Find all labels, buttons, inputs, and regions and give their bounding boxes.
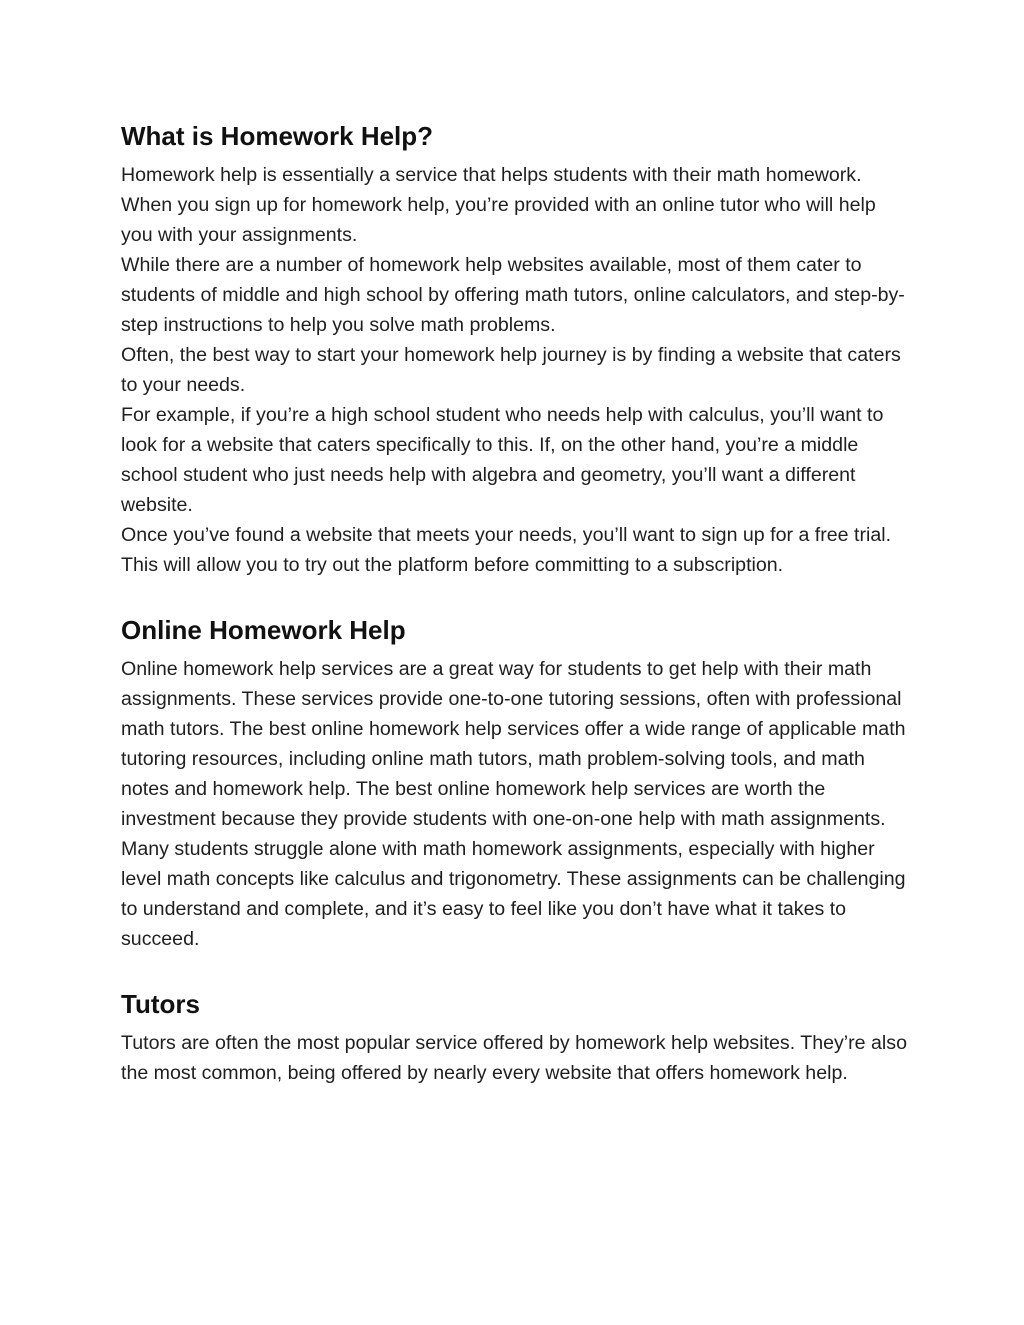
paragraph: Tutors are often the most popular service offered by homework help websites. They’re also the most common, being offered by nearly every website that offers homework help. xyxy=(121,1032,907,1084)
section-heading: What is Homework Help? xyxy=(121,121,434,151)
section-heading: Online Homework Help xyxy=(121,615,406,645)
paragraph: Once you’ve found a website that meets your needs, you’ll want to sign up for a free trial. This will allow you to try out the platform before committing to a subscription. xyxy=(121,524,892,576)
paragraph: Online homework help services are a great way for students to get help with their math assignments. These services provide one-to-one tutoring sessions, often with professional math tutors. The best online homework help services offer a wide range of applicable math tutoring resources, including online math tutors, math problem-solving tools, and math notes and homework help. The best online homework help services are worth the investment because they provide students with one-on-one help with math assignments. Many students struggle alone with math homework assignments, especially with higher level math concepts like calculus and trigonometry. These assignments can be challenging to understand and complete, and it’s easy to feel like you don’t have what it takes to succeed. xyxy=(121,658,906,950)
section-tutors xyxy=(121,988,911,1088)
paragraph: Homework help is essentially a service that helps students with their math homework. When you sign up for homework help, you’re provided with an online tutor who will help you with your assignments. xyxy=(121,164,876,246)
document-page xyxy=(121,120,911,1088)
section-online-homework-help xyxy=(121,614,911,954)
paragraph: While there are a number of homework help websites available, most of them cater to students of middle and high school by offering math tutors, online calculators, and step-by-step instructions to help you solve math problems. xyxy=(121,254,905,336)
section-what-is-homework-help xyxy=(121,120,911,580)
paragraph: Often, the best way to start your homework help journey is by finding a website that caters to your needs. xyxy=(121,344,901,396)
section-heading: Tutors xyxy=(121,989,200,1019)
paragraph: For example, if you’re a high school student who needs help with calculus, you’ll want to look for a website that caters specifically to this. If, on the other hand, you’re a middle school student who just needs help with algebra and geometry, you’ll want a different website. xyxy=(121,404,884,516)
